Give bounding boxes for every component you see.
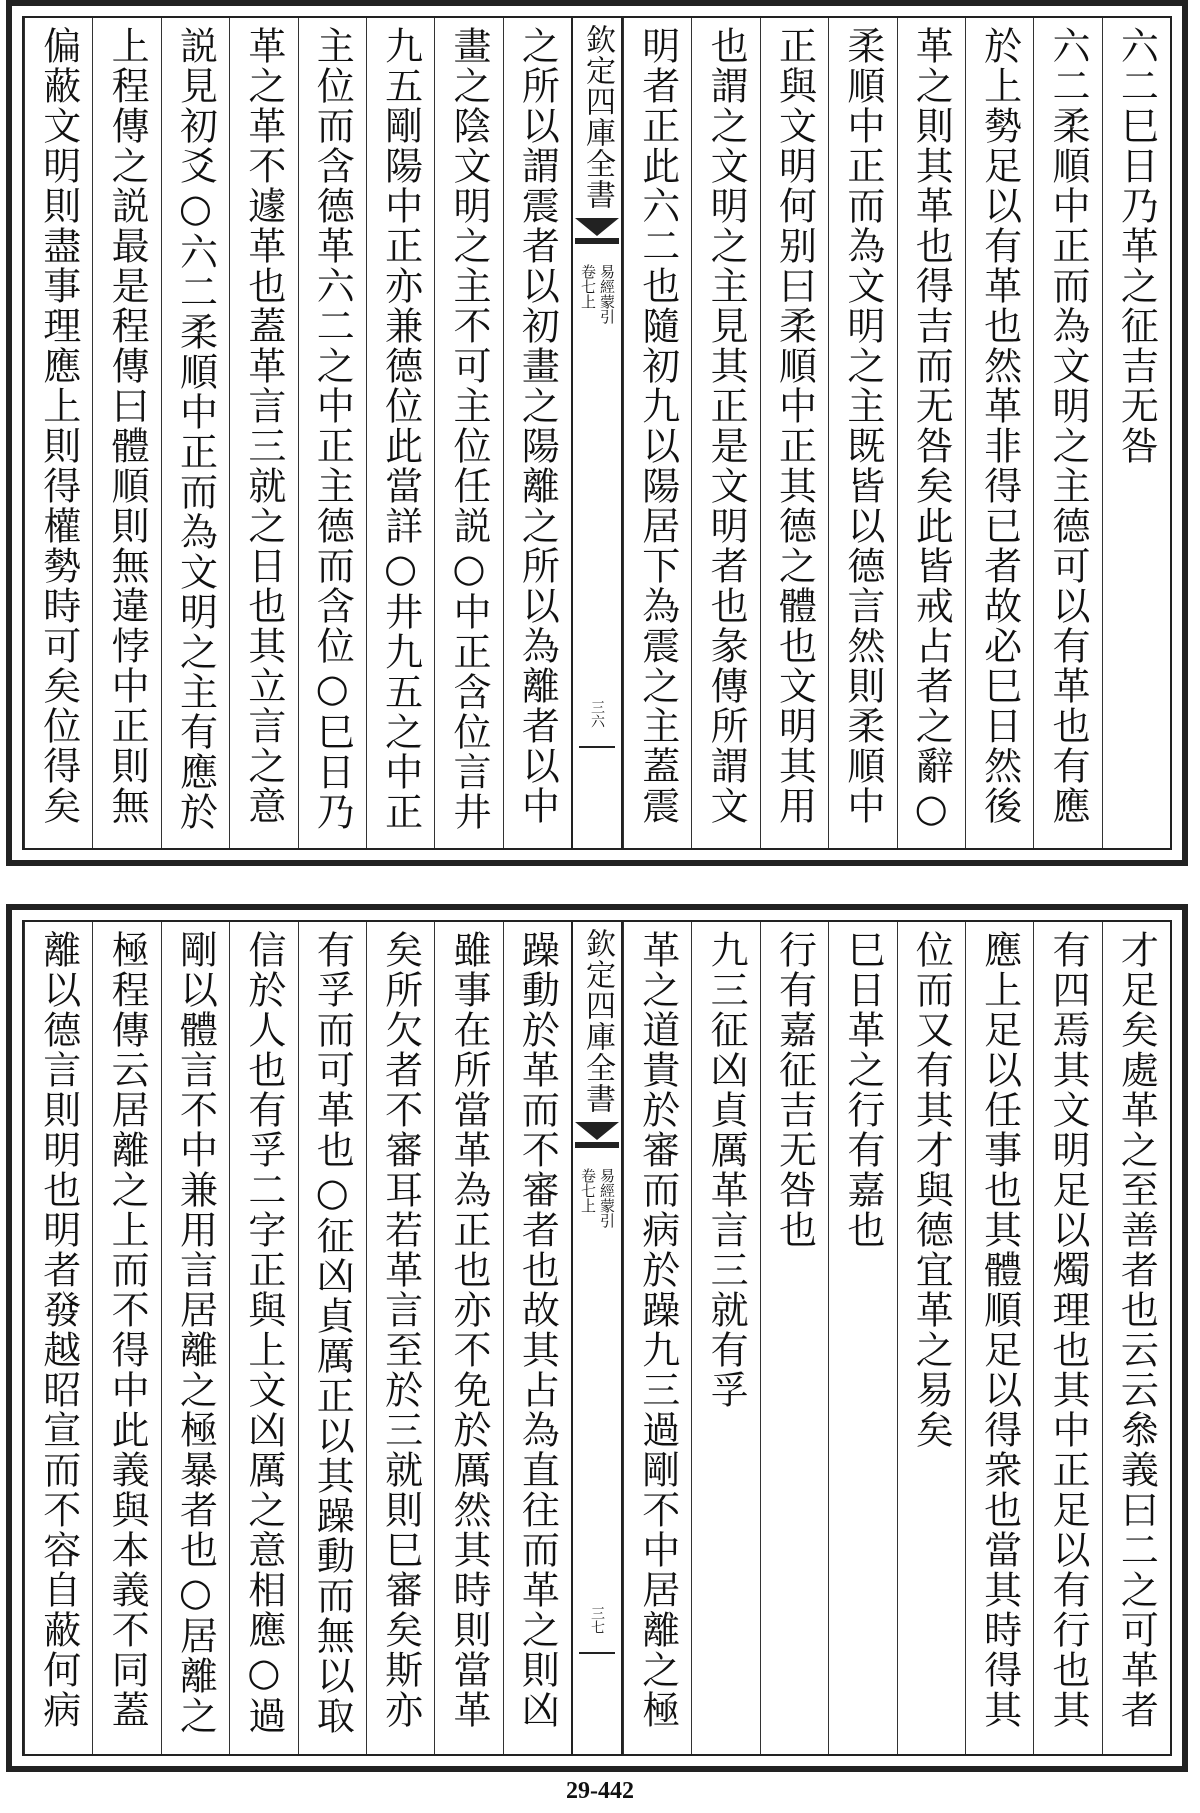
- text-column: 巳日革之行有嘉也: [828, 922, 896, 1754]
- fold-divider: [579, 746, 615, 748]
- text-column: 才足矣處革之至善者也云云叅義曰二之可革者: [1102, 922, 1170, 1754]
- text-column: 有孚而可革也○征凶貞厲正以其躁動而無以取: [298, 922, 366, 1754]
- fishtail-mark-icon: [575, 1122, 619, 1140]
- page-number: 29-442: [566, 1778, 634, 1804]
- text-column: 畫之陰文明之主不可主位任説○中正含位言井: [434, 18, 502, 848]
- book-title: 易經蒙引: [598, 264, 616, 324]
- text-column: 九三征凶貞厲革言三就有孚: [691, 922, 759, 1754]
- volume-label: 卷七上: [579, 264, 597, 309]
- text-column: 偏蔽文明則盡事理應上則得權勢時可矣位得矣: [24, 18, 92, 848]
- text-column: 位而又有其才與德宜革之易矣: [897, 922, 965, 1754]
- text-column: 離以德言則明也明者發越昭宣而不容自蔽何病: [24, 922, 92, 1754]
- book-info: [580, 1168, 614, 1228]
- text-column: 柔順中正而為文明之主既皆以德言然則柔順中: [828, 18, 896, 848]
- text-column: 剛以體言不中兼用言居離之極暴者也○居離之: [161, 922, 229, 1754]
- text-column: 信於人也有孚二字正與上文凶厲之意相應○過: [229, 922, 297, 1754]
- fishtail-mark-icon: [575, 218, 619, 236]
- text-column: 明者正此六二也隨初九以陽居下為震之主蓋震: [623, 18, 691, 848]
- center-fold-margin: [571, 922, 623, 1754]
- book-title: 易經蒙引: [598, 1168, 616, 1228]
- top-folio-page: [6, 0, 1188, 866]
- text-column: 正與文明何别曰柔順中正其德之體也文明其用: [760, 18, 828, 848]
- top-right-half: [623, 18, 1170, 848]
- text-column: 六二巳日乃革之征吉无咎: [1102, 18, 1170, 848]
- text-column: 有四焉其文明足以燭理也其中正足以有行也其: [1033, 922, 1101, 1754]
- fishtail-bar: [575, 1142, 619, 1148]
- bottom-left-half: [24, 922, 571, 1754]
- volume-label: 卷七上: [579, 1168, 597, 1213]
- text-column: 應上足以任事也其體順足以得衆也當其時得其: [965, 922, 1033, 1754]
- text-column: 於上勢足以有革也然革非得已者故必巳日然後: [965, 18, 1033, 848]
- text-column: 説見初爻○六二柔順中正而為文明之主有應於: [161, 18, 229, 848]
- text-column: 革之則其革也得吉而无咎矣此皆戒占者之辭○: [897, 18, 965, 848]
- text-column: 行有嘉征吉无咎也: [760, 922, 828, 1754]
- text-column: 主位而含德革六二之中正主德而含位○巳日乃: [298, 18, 366, 848]
- fishtail-bar: [575, 238, 619, 244]
- text-column: 矣所欠者不審耳若革言至於三就則巳審矣斯亦: [366, 922, 434, 1754]
- text-column: 雖事在所當革為正也亦不免於厲然其時則當革: [434, 922, 502, 1754]
- collection-title: 欽定四庫全書: [580, 928, 615, 1114]
- text-column: 之所以謂震者以初畫之陽離之所以為離者以中: [503, 18, 571, 848]
- folio-number: 三六: [589, 700, 605, 728]
- fold-divider: [579, 1652, 615, 1654]
- text-column: 六二柔順中正而為文明之主德可以有革也有應: [1033, 18, 1101, 848]
- bottom-page-frame: [22, 920, 1172, 1756]
- bottom-right-half: [623, 922, 1170, 1754]
- text-column: 極程傳云居離之上而不得中此義與本義不同蓋: [92, 922, 160, 1754]
- folio-number: 三七: [589, 1606, 605, 1634]
- top-left-half: [24, 18, 571, 848]
- top-page-frame: [22, 16, 1172, 850]
- text-column: 革之道貴於審而病於躁九三過剛不中居離之極: [623, 922, 691, 1754]
- bottom-folio-page: [6, 904, 1188, 1772]
- collection-title: 欽定四庫全書: [580, 24, 615, 210]
- text-column: 也謂之文明之主見其正是文明者也彖傳所謂文: [691, 18, 759, 848]
- text-column: 上程傳之説最是程傳曰體順則無違悖中正則無: [92, 18, 160, 848]
- text-column: 革之革不遽革也蓋革言三就之日也其立言之意: [229, 18, 297, 848]
- text-column: 九五剛陽中正亦兼德位此當詳○井九五之中正: [366, 18, 434, 848]
- text-column: 躁動於革而不審者也故其占為直往而革之則凶: [503, 922, 571, 1754]
- center-fold-margin: [571, 18, 623, 848]
- book-info: [580, 264, 614, 324]
